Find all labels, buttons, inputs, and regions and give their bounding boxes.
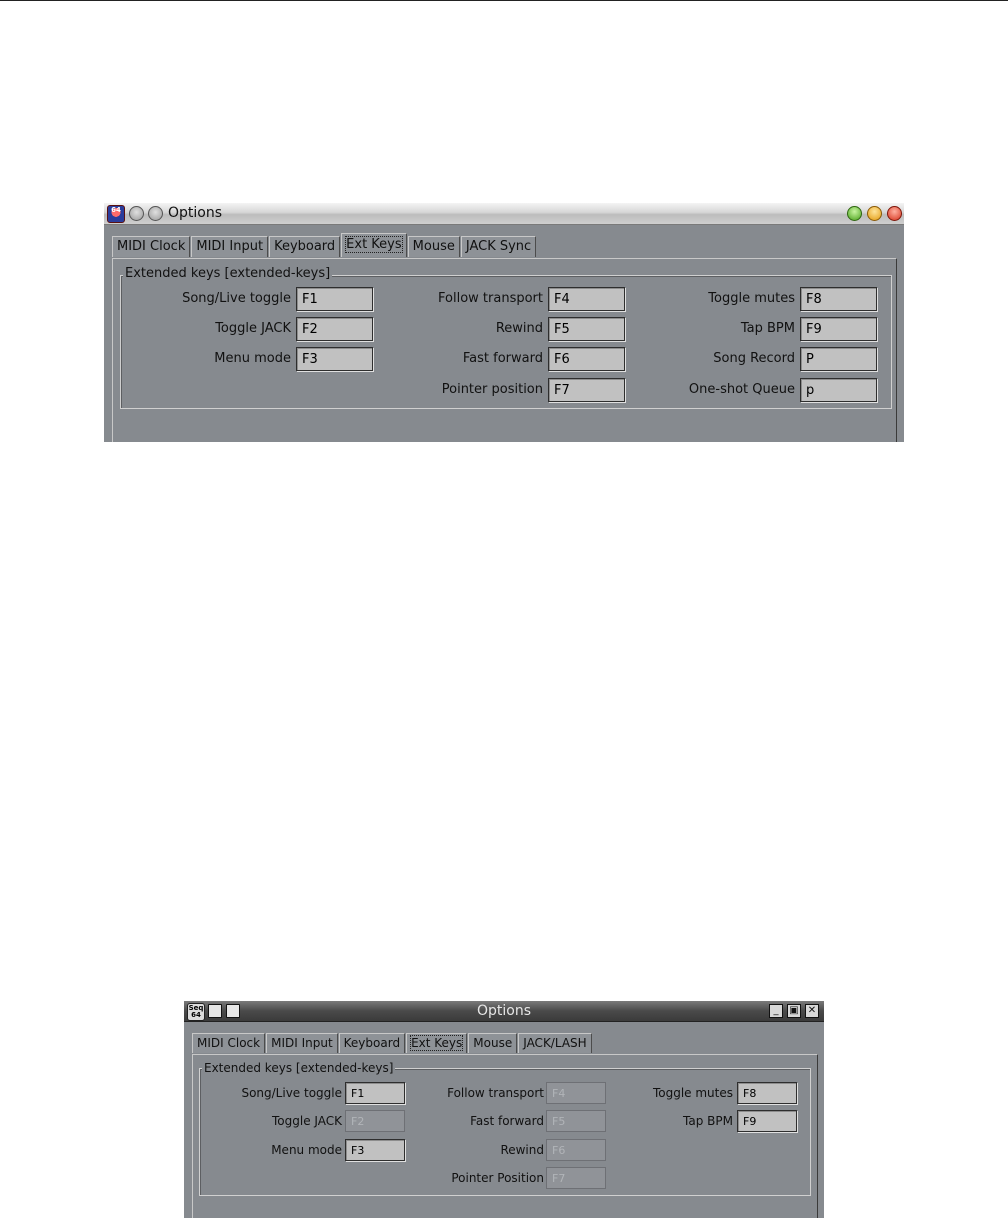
field-label: Rewind [495, 321, 543, 336]
tab-bar [112, 236, 537, 257]
field-label: Menu mode [271, 1143, 342, 1157]
field-label: Fast forward [470, 1114, 544, 1128]
close-button[interactable] [887, 206, 902, 221]
toggle-mutes-field[interactable] [800, 287, 877, 311]
field-label: Song Record [713, 351, 795, 366]
field-label: Toggle JACK [272, 1114, 342, 1128]
app-icon-text: 64 [111, 206, 121, 214]
tab-label: Keyboard [274, 239, 336, 254]
extended-keys-group [120, 266, 892, 409]
field-label: Song/Live toggle [182, 291, 291, 306]
sticky-button[interactable] [148, 206, 163, 221]
options-window-1 [104, 203, 904, 442]
window-title: Options [168, 205, 223, 221]
field-label: Toggle mutes [708, 291, 795, 306]
maximize-button[interactable] [867, 206, 882, 221]
title-bar[interactable] [104, 203, 904, 225]
tab-label: MIDI Input [196, 239, 264, 254]
field-label: Song/Live toggle [241, 1086, 342, 1100]
shade-button[interactable] [129, 206, 144, 221]
tab-label: Mouse [412, 239, 455, 254]
pointer-position-field [546, 1167, 606, 1189]
field-label: Pointer position [441, 382, 543, 397]
window-title: Options [476, 1003, 532, 1019]
close-button[interactable]: ✕ [805, 1004, 819, 1018]
field-label: Tap BPM [683, 1114, 733, 1128]
tab-page [192, 1054, 818, 1218]
field-label: Toggle mutes [652, 1086, 733, 1100]
group-title: Extended keys [extended-keys] [204, 1061, 394, 1075]
tab-midi-clock[interactable] [192, 1033, 265, 1053]
tab-mouse[interactable] [468, 1033, 517, 1053]
options-window-2 [184, 1001, 824, 1218]
rewind-field [546, 1139, 606, 1161]
title-bar[interactable] [184, 1001, 824, 1022]
maximize-button[interactable]: ▣ [787, 1004, 801, 1018]
field-label: Follow transport [438, 291, 543, 306]
tab-label: MIDI Clock [117, 239, 186, 254]
tab-label: Mouse [473, 1036, 513, 1050]
tab-label: Ext Keys [346, 237, 402, 252]
one-shot-queue-field[interactable] [800, 378, 877, 402]
app-icon[interactable] [107, 205, 125, 223]
group-title: Extended keys [extended-keys] [125, 266, 331, 281]
minimize-button[interactable] [847, 206, 862, 221]
tab-ext-keys[interactable] [341, 233, 406, 257]
field-label: Toggle JACK [215, 321, 291, 336]
tab-page [112, 258, 897, 442]
tab-midi-clock[interactable] [112, 236, 190, 257]
tap-bpm-field[interactable] [800, 317, 877, 341]
tab-bar [192, 1033, 593, 1053]
app-icon-text: Seq 64 [188, 1004, 204, 1019]
field-label: One-shot Queue [688, 382, 795, 397]
tab-jack-sync[interactable] [461, 236, 536, 257]
tab-label: Keyboard [343, 1036, 401, 1050]
minimize-button[interactable]: _ [769, 1004, 783, 1018]
tap-bpm-field[interactable] [737, 1110, 797, 1132]
field-label: Follow transport [447, 1086, 544, 1100]
tab-label: JACK Sync [465, 239, 532, 254]
tab-mouse[interactable] [408, 236, 460, 257]
tab-midi-input[interactable] [191, 236, 268, 257]
tab-label: MIDI Input [271, 1036, 333, 1050]
field-label: Rewind [500, 1143, 544, 1157]
extended-keys-group [199, 1061, 811, 1196]
field-label: Menu mode [214, 351, 291, 366]
tab-label: MIDI Clock [197, 1036, 261, 1050]
tab-ext-keys[interactable] [406, 1033, 467, 1053]
tab-label: JACK/LASH [523, 1036, 587, 1050]
tab-jack-lash[interactable] [518, 1033, 591, 1053]
top-divider [0, 0, 1008, 1]
song-record-field[interactable] [800, 347, 877, 371]
field-label: Fast forward [462, 351, 543, 366]
toggle-mutes-field[interactable] [737, 1082, 797, 1104]
field-label: Tap BPM [740, 321, 795, 336]
tab-label: Ext Keys [411, 1036, 463, 1050]
tab-midi-input[interactable] [266, 1033, 338, 1053]
field-label: Pointer Position [451, 1171, 544, 1185]
tab-keyboard[interactable] [339, 1033, 405, 1053]
tab-keyboard[interactable] [269, 236, 340, 257]
